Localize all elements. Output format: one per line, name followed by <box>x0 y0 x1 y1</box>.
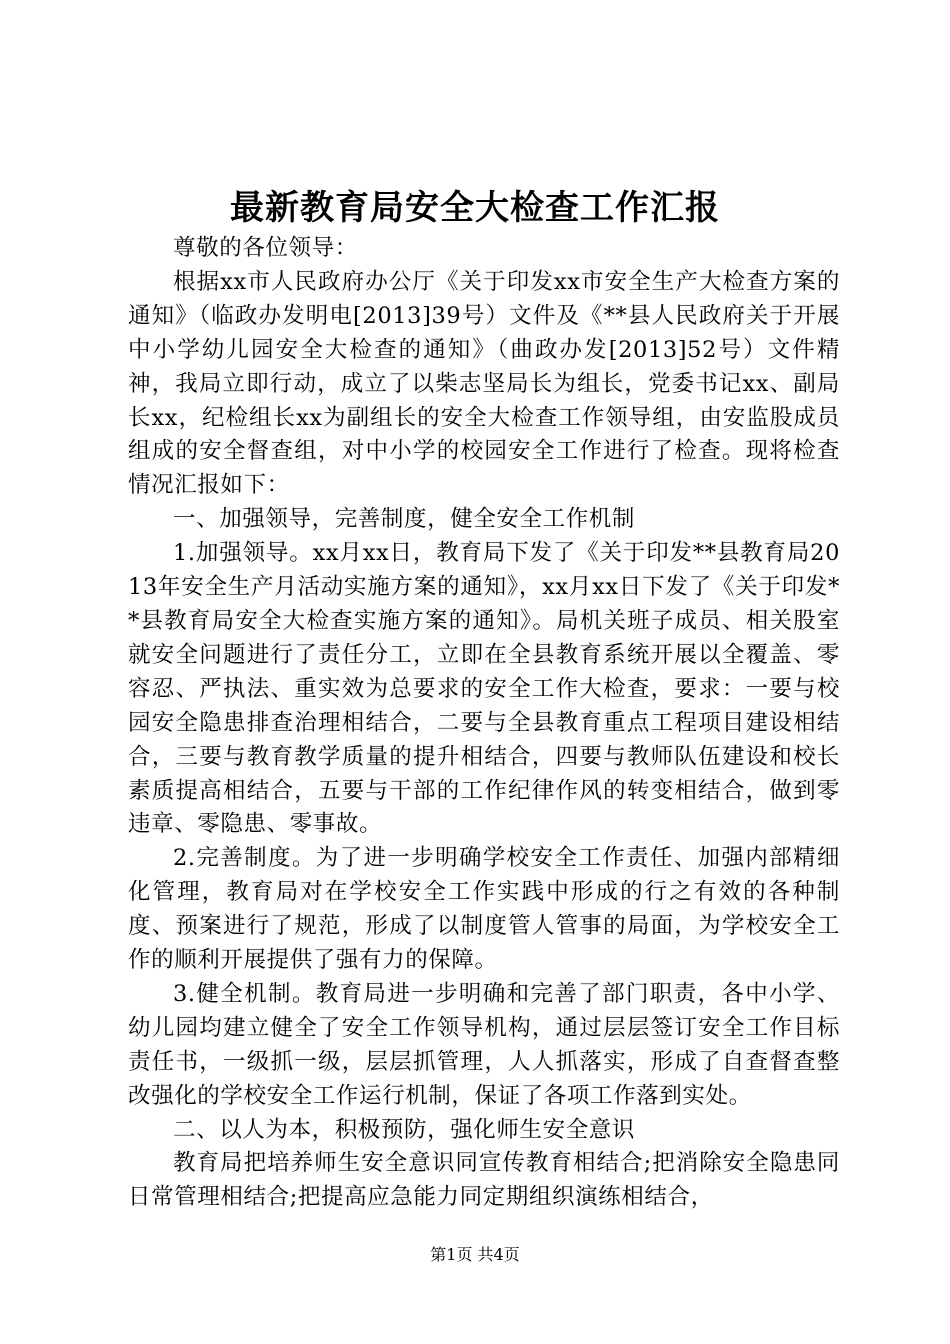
paragraph-intro: 根据xx市人民政府办公厅《关于印发xx市安全生产大检查方案的通知》（临政办发明电[2013]39号）文件及《**县人民政府关于开展中小学幼儿园安全大检查的通知》（曲政办发[2013]52号）文件精神，我局立即行动，成立了以柴志坚局长为组长，党委书记xx、副局长xx，纪检组长xx为副组长的安全大检查工作领导组，由安监股成员组成的安全督查组，对中小学的校园安全工作进行了检查。现将检查情况汇报如下： <box>128 268 840 499</box>
page-footer: 第1页 共4页 <box>430 1245 520 1264</box>
document-body <box>128 232 840 1215</box>
paragraph-system: 2.完善制度。为了进一步明确学校安全工作责任、加强内部精细化管理，教育局对在学校安全工作实践中形成的行之有效的各种制度、预案进行了规范，形成了以制度管人管事的局面，为学校安全工作的顺利开展提供了强有力的保障。 <box>128 845 840 974</box>
paragraph-mechanism: 3.健全机制。教育局进一步明确和完善了部门职责，各中小学、幼儿园均建立健全了安全工作领导机构，通过层层签订安全工作目标责任书，一级抓一级，层层抓管理，人人抓落实，形成了自查督查整改强化的学校安全工作运行机制，保证了各项工作落到实处。 <box>128 980 840 1109</box>
paragraph-awareness: 教育局把培养师生安全意识同宣传教育相结合;把消除安全隐患同日常管理相结合;把提高应急能力同定期组织演练相结合， <box>128 1150 840 1211</box>
section-heading-1: 一、加强领导，完善制度，健全安全工作机制 <box>173 506 636 533</box>
salutation: 尊敬的各位领导： <box>173 235 358 261</box>
paragraph-leadership: 1.加强领导。xx月xx日，教育局下发了《关于印发**县教育局2013年安全生产月活动实施方案的通知》，xx月xx日下发了《关于印发**县教育局安全大检查实施方案的通知》。局机关班子成员、相关股室就安全问题进行了责任分工，立即在全县教育系统开展以全覆盖、零容忍、严执法、重实效为总要求的安全工作大检查，要求：一要与校园安全隐患排查治理相结合，二要与全县教育重点工程项目建设相结合，三要与教育教学质量的提升相结合，四要与教师队伍建设和校长素质提高相结合，五要与干部的工作纪律作风的转变相结合，做到零违章、零隐患、零事故。 <box>128 540 840 838</box>
document-title: 最新教育局安全大检查工作汇报 <box>230 188 720 228</box>
section-heading-2: 二、以人为本，积极预防，强化师生安全意识 <box>173 1116 636 1143</box>
